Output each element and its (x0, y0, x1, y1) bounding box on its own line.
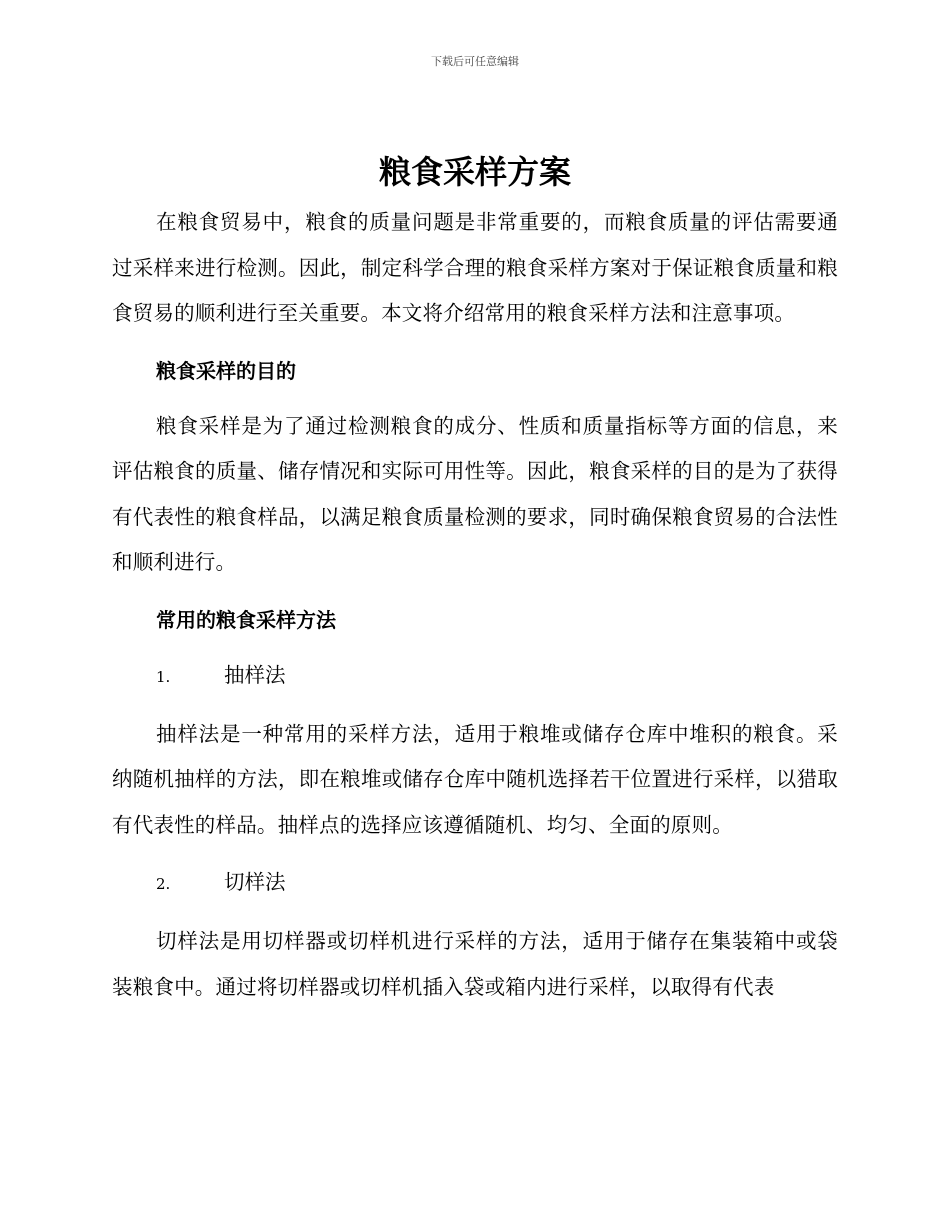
method-item-cutting (112, 860, 838, 907)
list-number: 1. (156, 667, 171, 686)
spacer (112, 643, 838, 653)
document-title: 粮食采样方案 (378, 153, 571, 191)
spacer (112, 848, 838, 860)
section-heading-methods: 常用的粮食采样方法 (156, 607, 336, 632)
spacer (112, 337, 838, 349)
spacer (112, 394, 838, 404)
intro-paragraph: 在粮食贸易中，粮食的质量问题是非常重要的，而粮食质量的评估需要通过采样来进行检测。因此，制定科学合理的粮食采样方案对于保证粮食质量和粮食贸易的顺利进行至关重要。本文将介绍常用的粮食采样方法和注意事项。 (112, 210, 838, 325)
purpose-paragraph: 粮食采样是为了通过检测粮食的成分、性质和质量指标等方面的信息，来评估粮食的质量、储存情况和实际可用性等。因此，粮食采样的目的是为了获得有代表性的粮食样品，以满足粮食质量检测的要求，同时确保粮食贸易的合法性和顺利进行。 (112, 413, 838, 574)
section-heading-purpose: 粮食采样的目的 (156, 358, 296, 383)
method-paragraph-cutting: 切样法是用切样器或切样机进行采样的方法，适用于储存在集装箱中或袋装粮食中。通过将切样器或切样机插入袋或箱内进行采样，以取得有代表 (112, 929, 838, 999)
spacer (112, 700, 838, 712)
method-name: 切样法 (224, 870, 286, 894)
method-paragraph-sampling: 抽样法是一种常用的采样方法，适用于粮堆或储存仓库中堆积的粮食。采纳随机抽样的方法，即在粮堆或储存仓库中随机选择若干位置进行采样，以猎取有代表性的样品。抽样点的选择应该遵循随机、均匀、全面的原则。 (112, 721, 838, 837)
document-body (112, 200, 838, 1010)
method-item-sampling (112, 653, 838, 700)
spacer (112, 907, 838, 919)
spacer (112, 586, 838, 598)
header-note: 下载后可任意编辑 (431, 55, 519, 68)
method-name: 抽样法 (224, 662, 286, 687)
list-number: 2. (156, 875, 171, 893)
